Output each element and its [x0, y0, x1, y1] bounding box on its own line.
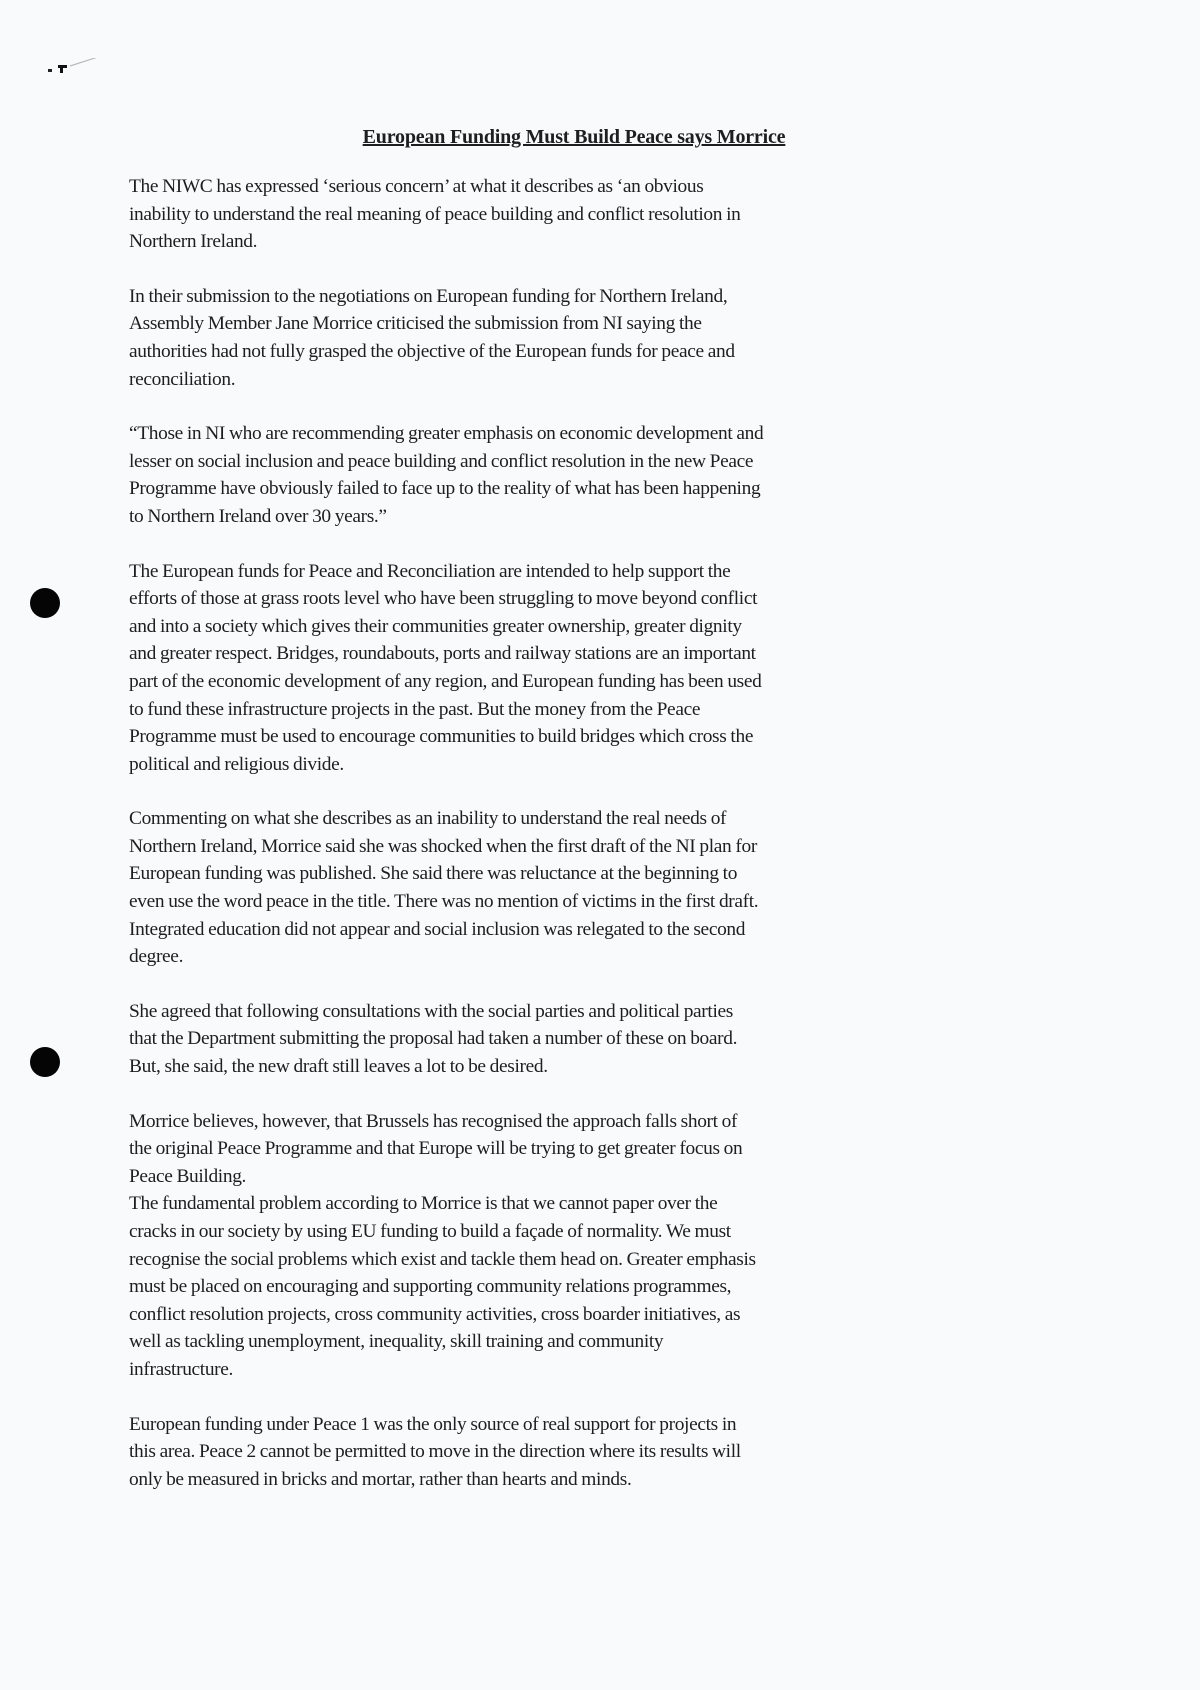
- text-line: conflict resolution projects, cross community activities, cross boarder initiatives, as: [129, 1303, 741, 1325]
- punch-hole: [30, 588, 60, 618]
- text-line: The NIWC has expressed ‘serious concern’ at what it describes as ‘an obvious: [129, 176, 704, 197]
- paragraph: [129, 173, 1009, 256]
- paragraph: [129, 1190, 1009, 1383]
- document-title: European Funding Must Build Peace says Morrice: [362, 126, 786, 148]
- text-line: Northern Ireland, Morrice said she was shocked when the first draft of the NI plan for: [129, 835, 757, 857]
- text-line: and greater respect. Bridges, roundabouts, ports and railway stations are an important: [129, 643, 756, 665]
- text-line: But, she said, the new draft still leaves a lot to be desired.: [129, 1056, 548, 1078]
- text-line: the original Peace Programme and that Europe will be trying to get greater focus on: [129, 1138, 743, 1160]
- text-line: In their submission to the negotiations on European funding for Northern Ireland,: [129, 285, 728, 307]
- scan-artifact-mark: [48, 58, 118, 78]
- punch-hole: [30, 1047, 60, 1077]
- text-line: Morrice believes, however, that Brussels has recognised the approach falls short of: [129, 1110, 738, 1132]
- text-line: well as tackling unemployment, inequality, skill training and community: [129, 1331, 664, 1353]
- paragraph: [129, 998, 1009, 1081]
- text-line: recognise the social problems which exist and tackle them head on. Greater emphasis: [129, 1248, 756, 1270]
- text-line: Assembly Member Jane Morrice criticised the submission from NI saying the: [129, 313, 702, 335]
- text-line: She agreed that following consultations with the social parties and political parties: [129, 1000, 733, 1022]
- text-line: The fundamental problem according to Morrice is that we cannot paper over the: [129, 1193, 718, 1215]
- text-line: inability to understand the real meaning of peace building and conflict resolution in: [129, 203, 741, 225]
- text-line: that the Department submitting the proposal had taken a number of these on board.: [129, 1028, 738, 1050]
- text-line: and into a society which gives their communities greater ownership, greater dignity: [129, 615, 742, 637]
- text-line: The European funds for Peace and Reconciliation are intended to help support the: [129, 560, 731, 582]
- paragraph: [129, 558, 1009, 779]
- paragraph: [129, 1108, 1009, 1191]
- text-line: Programme must be used to encourage communities to build bridges which cross the: [129, 726, 754, 748]
- text-line: reconciliation.: [129, 368, 236, 390]
- text-line: political and religious divide.: [129, 753, 344, 775]
- text-line: to fund these infrastructure projects in the past. But the money from the Peace: [129, 698, 701, 720]
- text-line: to Northern Ireland over 30 years.”: [129, 505, 387, 527]
- text-line: cracks in our society by using EU funding to build a façade of normality. We must: [129, 1221, 731, 1242]
- text-line: authorities had not fully grasped the objective of the European funds for peace and: [129, 340, 735, 362]
- quote-paragraph: [129, 420, 1009, 530]
- text-line: degree.: [129, 946, 184, 968]
- text-line: Integrated education did not appear and social inclusion was relegated to the second: [129, 918, 746, 940]
- paragraph: [129, 805, 1009, 971]
- paragraph: [129, 283, 1009, 393]
- text-line: Programme have obviously failed to face up to the reality of what has been happening: [129, 478, 761, 500]
- text-line: lesser on social inclusion and peace building and conflict resolution in the new Peace: [129, 450, 754, 472]
- text-line: even use the word peace in the title. There was no mention of victims in the first draft.: [129, 891, 759, 913]
- text-line: European funding under Peace 1 was the only source of real support for projects in: [129, 1413, 737, 1435]
- text-line: must be placed on encouraging and supporting community relations programmes,: [129, 1276, 732, 1298]
- text-line: “Those in NI who are recommending greater emphasis on economic development and: [129, 423, 764, 445]
- paragraph: [129, 1411, 1009, 1494]
- text-line: this area. Peace 2 cannot be permitted to move in the direction where its results will: [129, 1441, 741, 1463]
- text-line: Commenting on what she describes as an inability to understand the real needs of: [129, 808, 727, 830]
- text-line: only be measured in bricks and mortar, rather than hearts and minds.: [129, 1468, 632, 1490]
- text-line: efforts of those at grass roots level who have been struggling to move beyond conflict: [129, 588, 758, 610]
- text-line: Peace Building.: [129, 1165, 247, 1187]
- text-line: European funding was published. She said there was reluctance at the beginning to: [129, 863, 738, 885]
- text-line: part of the economic development of any region, and European funding has been used: [129, 670, 762, 692]
- text-line: infrastructure.: [129, 1358, 234, 1380]
- text-line: Northern Ireland.: [129, 231, 258, 253]
- document-page: [129, 126, 1009, 1520]
